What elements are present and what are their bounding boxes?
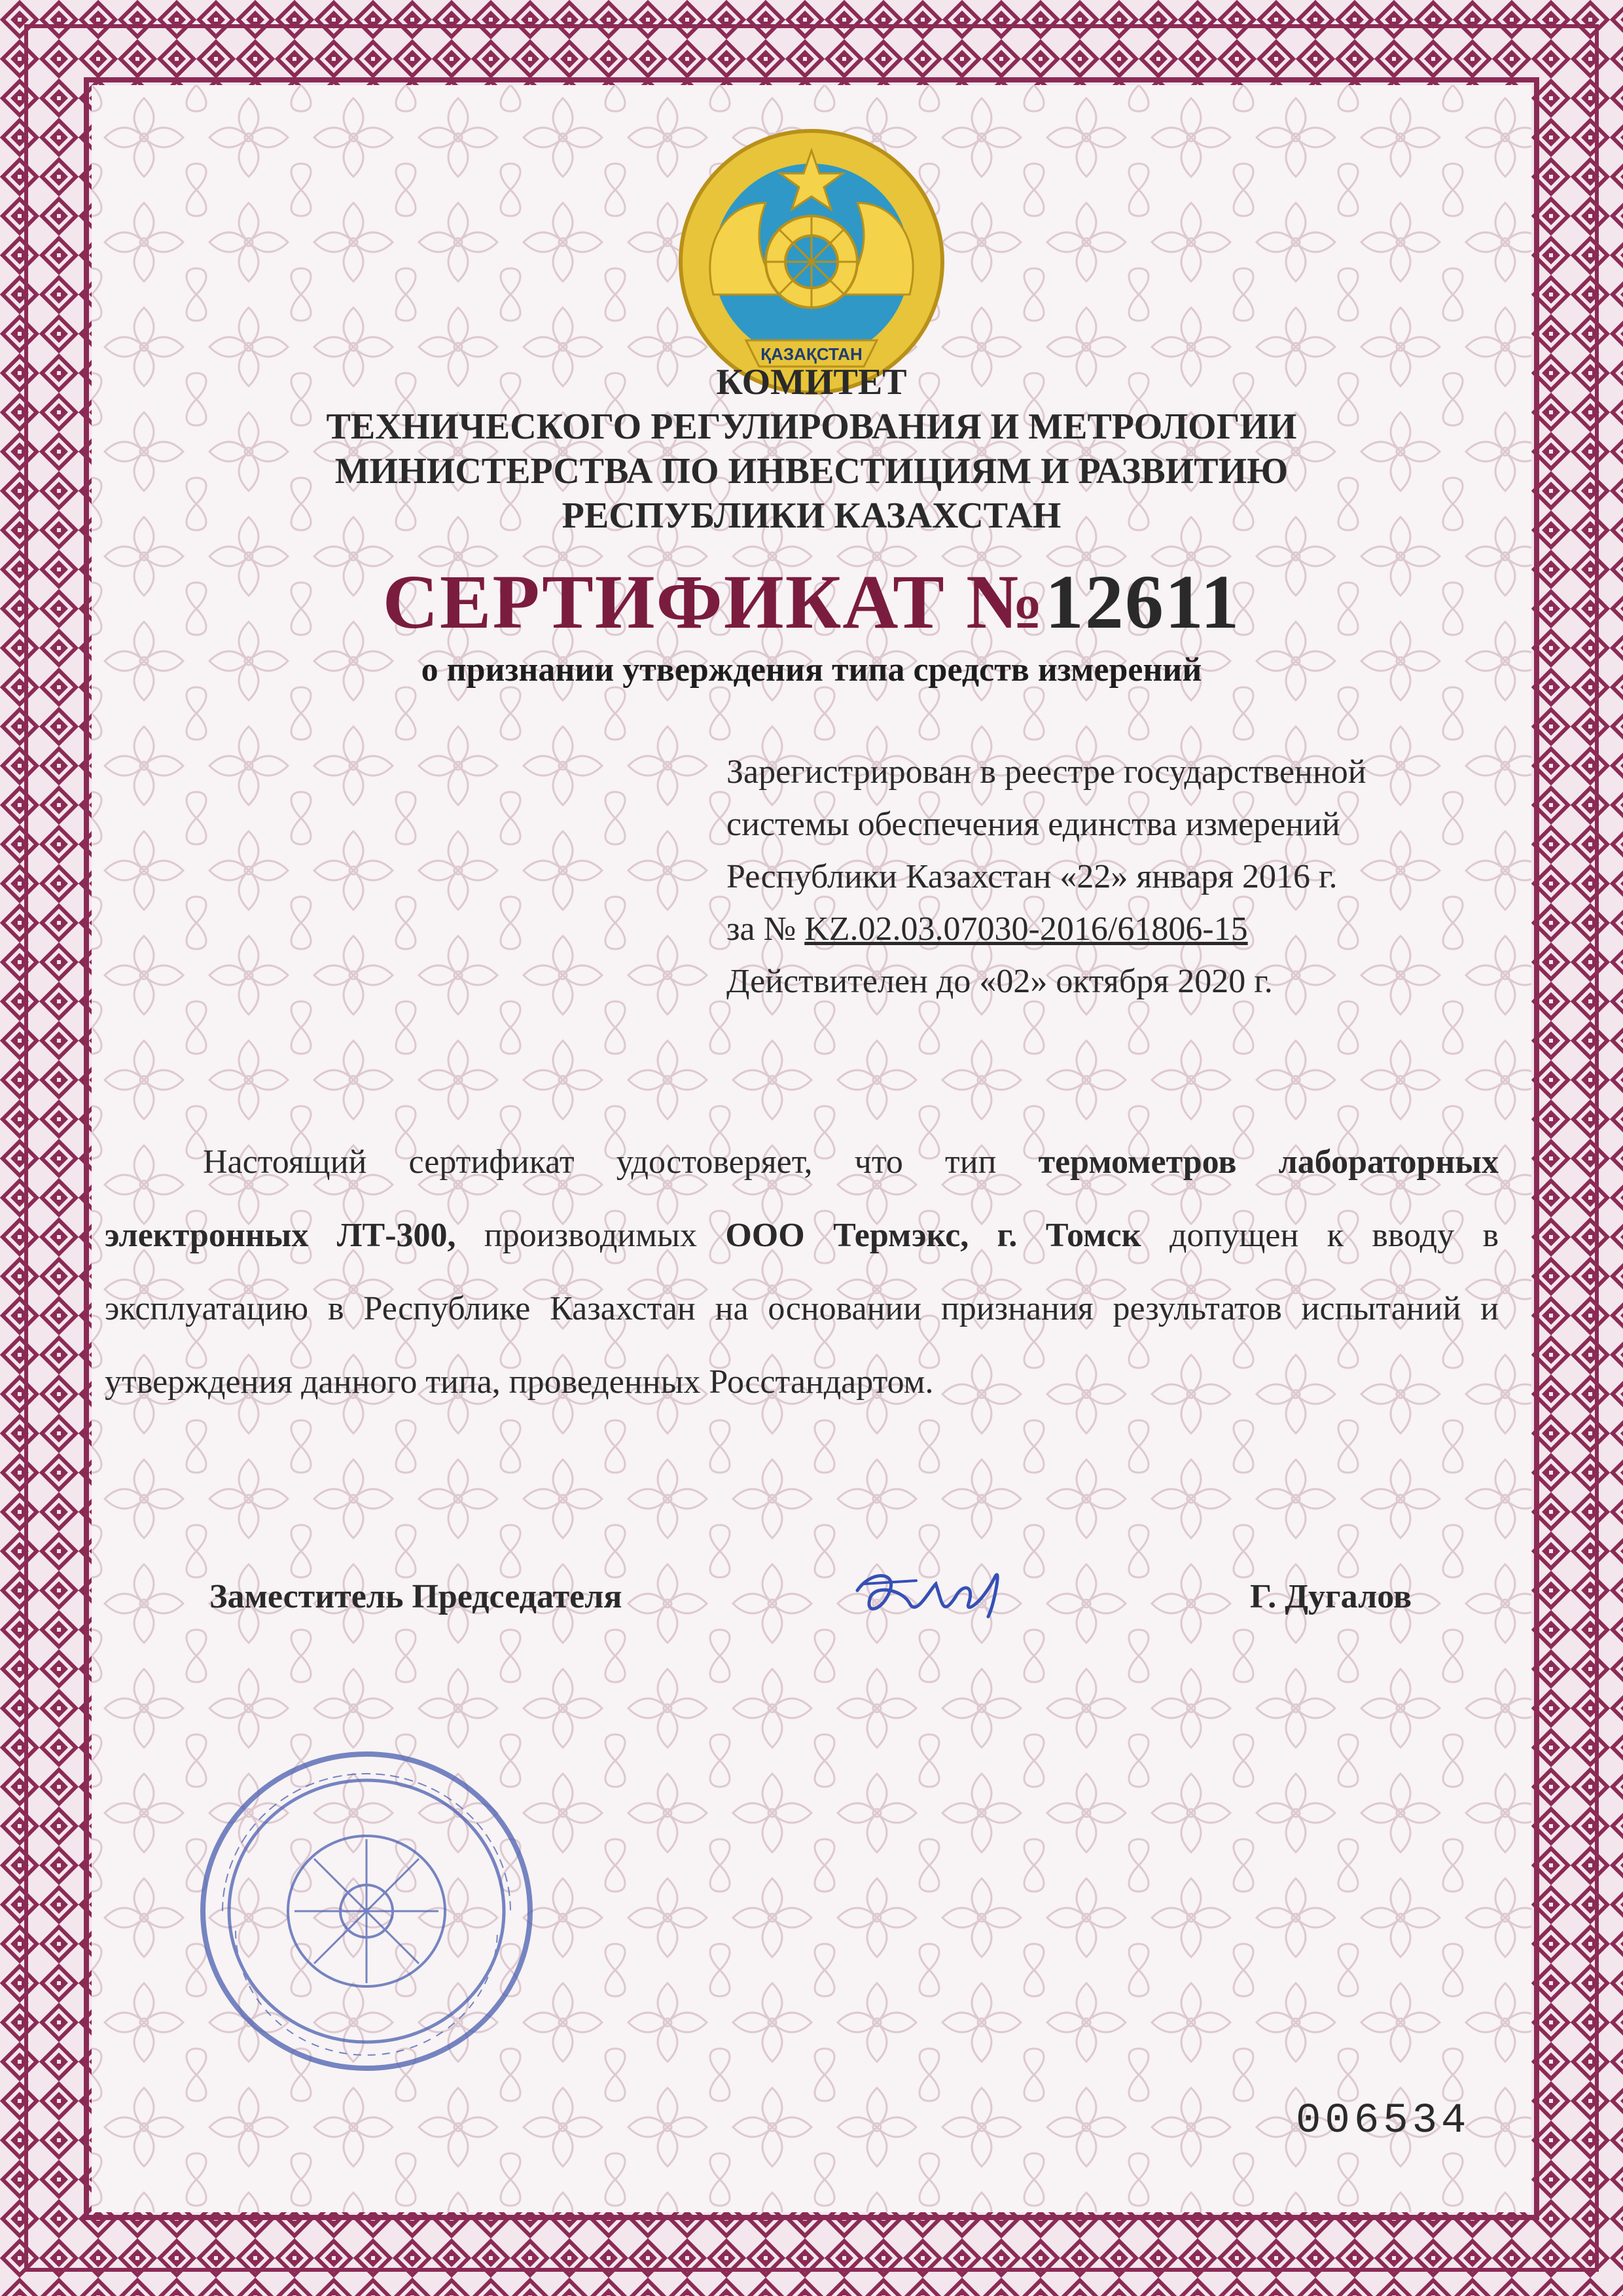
authority-line-2: ТЕХНИЧЕСКОГО РЕГУЛИРОВАНИЯ И МЕТРОЛОГИИ [326, 406, 1297, 447]
certificate-subtitle: о признании утверждения типа средств измерений [421, 651, 1202, 689]
certificate-number: 12611 [1044, 559, 1241, 645]
signatory-position: Заместитель Председателя [209, 1578, 622, 1615]
registry-number: KZ.02.03.07030-2016/61806-15 [804, 910, 1248, 948]
registry-line-1: Зарегистрирован в реестре государственной [726, 753, 1366, 791]
registry-number-prefix: за № [726, 910, 796, 948]
issuing-authority [92, 360, 1531, 538]
serial-number: 006534 [1296, 2098, 1471, 2145]
registry-line-2: системы обеспечения единства измерений [726, 806, 1340, 843]
kazakhstan-emblem-icon [674, 124, 949, 399]
certificate-title [92, 556, 1531, 648]
certificate-body [92, 85, 1531, 2212]
handwritten-signature [844, 1545, 1041, 1643]
registry-line-4 [726, 903, 1499, 956]
signatory-name: Г. Дугалов [1250, 1578, 1412, 1615]
official-seal-stamp-icon [183, 1734, 550, 2088]
authority-line-3: МИНИСТЕРСТВА ПО ИНВЕСТИЦИЯМ И РАЗВИТИЮ [334, 451, 1289, 492]
registry-block [726, 746, 1499, 1008]
authority-line-4: РЕСПУБЛИКИ КАЗАХСТАН [562, 495, 1061, 536]
registry-validity: Действителен до «02» октября 2020 г. [726, 963, 1273, 1000]
authority-line-1: КОМИТЕТ [716, 362, 907, 403]
statement-part-3: допущен к вводу в эксплуатацию в Республике Казахстан на основании признания результатов испытаний и утверждения данного типа, проведенных Росстандартом. [105, 1217, 1499, 1401]
emblem-inscription: ҚАЗАҚСТАН [760, 344, 863, 364]
certificate-statement [105, 1126, 1499, 1419]
registry-line-3: Республики Казахстан «22» января 2016 г. [726, 858, 1338, 895]
statement-part-1: Настоящий сертификат удостоверяет, что тип [203, 1143, 997, 1181]
instrument-type: термометров лабораторных электронных ЛТ-300, [105, 1143, 1499, 1254]
statement-part-2: производимых [484, 1217, 697, 1254]
manufacturer: ООО Термэкс, г. Томск [725, 1217, 1141, 1254]
certificate-title-word: СЕРТИФИКАТ № [382, 559, 1045, 645]
